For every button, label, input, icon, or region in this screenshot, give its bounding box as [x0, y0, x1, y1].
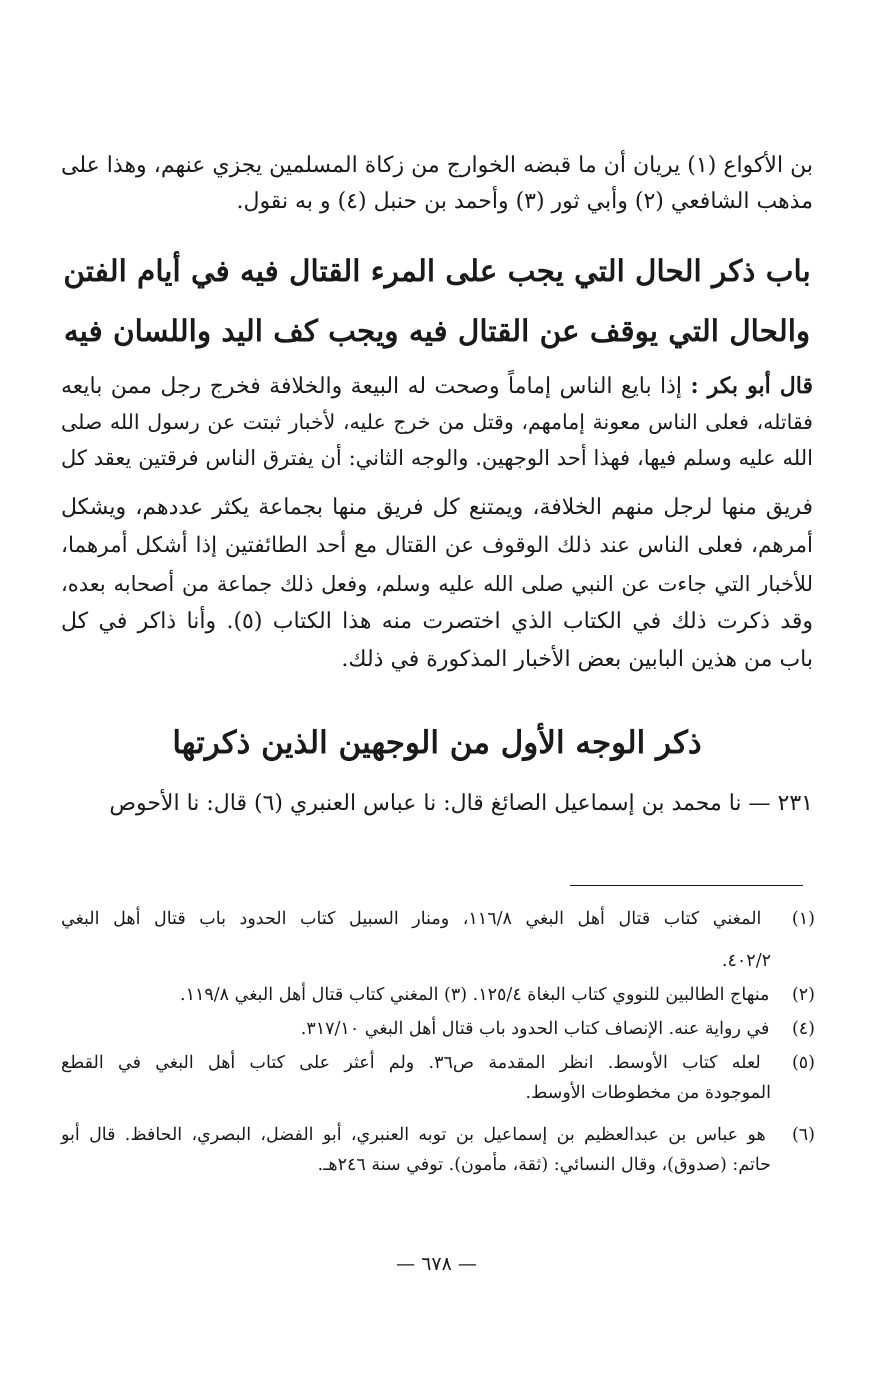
body-line-1-text: إذا بايع الناس إماماً وصحت له البيعة والخلافة فخرج رجل ممن بايعه [61, 374, 683, 399]
body-line-2: فقاتله، فعلى الناس معونة إمامهم، وقتل من خرج عليه، لأخبار ثبتت عن رسول الله صلى [61, 410, 813, 434]
footnote-2 [61, 980, 815, 1010]
body-line-8: باب من هذين البابين بعض الأخبار المذكورة في ذلك. [341, 647, 813, 672]
footnote-text: منهاج الطالبين للنووي كتاب البغاة ١٢٥/٤. (٣) المغني كتاب قتال أهل البغي ١١٩/٨. [179, 985, 770, 1005]
footnote-5-continuation: الموجودة من مخطوطات الأوسط. [525, 1083, 771, 1103]
footnote-number: (١) [791, 909, 815, 929]
footnote-1-continuation: ٤٠٢/٢. [721, 951, 771, 971]
footnote-1 [61, 904, 815, 934]
footnote-number: (٥) [791, 1053, 815, 1073]
intro-line-1: بن الأكواع (١) يريان أن ما قبضه الخوارج من زكاة المسلمين يجزي عنهم، وهذا على [61, 153, 813, 178]
body-line-5: أمرهم، فعلى الناس عند ذلك الوقوف عن القتال مع أحد الطائفتين إذا أشكل أمرهما، [61, 533, 813, 558]
footnote-6-continuation: حاتم: (صدوق)، وقال النسائي: (ثقة، مأمون). توفي سنة ٢٤٦هـ. [317, 1155, 771, 1175]
body-line-1 [61, 368, 813, 405]
body-line-7: وقد ذكرت ذلك في الكتاب الذي اختصرت منه هذا الكتاب (٥). وأنا ذاكر في كل [61, 609, 814, 634]
footnote-number: (٤) [791, 1019, 815, 1039]
footnote-5 [61, 1048, 815, 1078]
footnote-number: (٢) [791, 985, 815, 1005]
chapter-title-line-2: والحال التي يوقف عن القتال فيه ويجب كف اليد واللسان فيه [63, 313, 811, 348]
page-number: — ٦٧٨ — [396, 1253, 477, 1275]
body-line-4: فريق منها لرجل منهم الخلافة، ويمتنع كل فريق منها بجماعة يكثر عددهم، ويشكل [61, 495, 813, 520]
footnote-text: في رواية عنه. الإنصاف كتاب الحدود باب قتال أهل البغي ٣١٧/١٠. [300, 1019, 770, 1039]
footnote-text: المغني كتاب قتال أهل البغي ١١٦/٨، ومنار السبيل كتاب الحدود باب قتال أهل البغي [61, 909, 762, 929]
section-title: ذكر الوجه الأول من الوجهين الذين ذكرتها [172, 725, 702, 761]
footnote-divider [570, 885, 803, 886]
hadith-line: ٢٣١ — نا محمد بن إسماعيل الصائغ قال: نا عباس العنبري (٦) قال: نا الأحوص [109, 791, 813, 816]
chapter-title-line-1: باب ذكر الحال التي يجب على المرء القتال فيه في أيام الفتن [63, 253, 811, 288]
speaker-label: قال أبو بكر : [690, 373, 813, 399]
footnote-6 [61, 1120, 815, 1150]
footnote-text: هو عباس بن عبدالعظيم بن إسماعيل بن توبه العنبري، أبو الفضل، البصري، الحافظ. قال أبو [61, 1125, 766, 1145]
body-line-3: الله عليه وسلم فيها، فهذا أحد الوجهين. والوجه الثاني: أن يفترق الناس فرقتين يعقد كل [61, 446, 813, 470]
footnote-4 [61, 1014, 815, 1044]
footnote-number: (٦) [791, 1125, 815, 1145]
footnote-text: لعله كتاب الأوسط. انظر المقدمة ص٣٦. ولم أعثر على كتاب أهل البغي في القطع [61, 1053, 761, 1073]
body-line-6: للأخبار التي جاءت عن النبي صلى الله عليه وسلم، وفعل ذلك جماعة من أصحابه بعده، [61, 572, 813, 596]
intro-line-2: مذهب الشافعي (٢) وأبي ثور (٣) وأحمد بن حنبل (٤) و به نقول. [236, 189, 813, 214]
